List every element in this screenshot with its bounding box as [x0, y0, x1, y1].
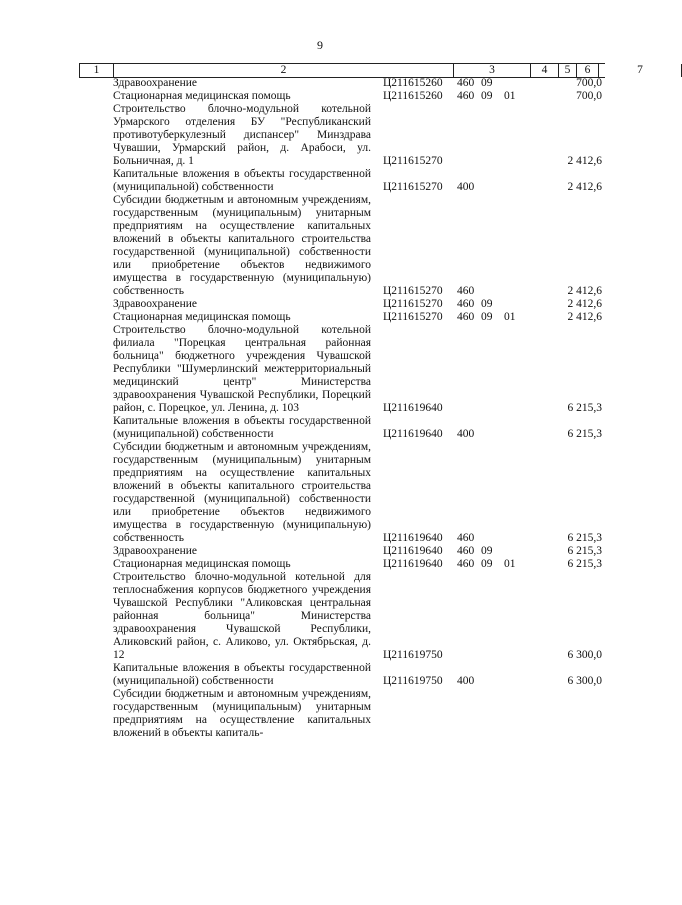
- table-header: [79, 63, 643, 78]
- row-col4: 460: [457, 298, 475, 310]
- row-col4: 460: [457, 532, 475, 544]
- table-row: [0, 558, 640, 571]
- table-row: [0, 77, 640, 90]
- header-col-6: 6: [576, 64, 598, 77]
- row-amount: 6 215,3: [567, 558, 602, 570]
- row-amount: 6 215,3: [567, 545, 602, 557]
- table-row: [0, 662, 640, 688]
- row-col5: 09: [481, 545, 493, 557]
- row-col4: 460: [457, 90, 475, 102]
- budget-table-body: [0, 77, 640, 740]
- table-row: [0, 571, 640, 662]
- table-row: [0, 168, 640, 194]
- header-col-1: 1: [79, 64, 113, 77]
- row-col4: 400: [457, 428, 475, 440]
- row-col4: 400: [457, 675, 475, 687]
- row-amount: 700,0: [576, 90, 602, 102]
- row-amount: 6 300,0: [567, 675, 602, 687]
- row-col4: 460: [457, 311, 475, 323]
- table-row: [0, 194, 640, 298]
- row-code: Ц211619640: [383, 532, 443, 544]
- row-col4: 460: [457, 558, 475, 570]
- row-name: Капитальные вложения в объекты государственной (муниципальной) собственности: [113, 415, 371, 440]
- table-row: [0, 298, 640, 311]
- row-col5: 09: [481, 298, 493, 310]
- row-amount: 6 215,3: [567, 532, 602, 544]
- row-code: Ц211615270: [383, 181, 443, 193]
- row-name: Строительство блочно-модульной котельной Урмарского отделения БУ "Республиканский противотуберкулезный диспансер" Минздрава Чувашии, Урмарский район, д. Арабоси, ул. Больничная, д. 1: [113, 103, 371, 167]
- table-row: [0, 441, 640, 545]
- row-code: Ц211615260: [383, 77, 443, 89]
- row-code: Ц211615270: [383, 298, 443, 310]
- row-name: Субсидии бюджетным и автономным учреждениям, государственным (муниципальным) унитарным предприятиям на осуществление капитальных вложений в объекты капиталь-: [113, 688, 371, 739]
- row-name: Субсидии бюджетным и автономным учреждениям, государственным (муниципальным) унитарным предприятиям на осуществление капитальных вложений в объекты капитального строительства государственной (муниципальной) собственности или приобретение объектов недвижимого имущества в государственную (муниципальную) собственность: [113, 441, 371, 544]
- row-name: Стационарная медицинская помощь: [113, 558, 291, 570]
- row-amount: 2 412,6: [567, 298, 602, 310]
- row-amount: 700,0: [576, 77, 602, 89]
- table-row: [0, 324, 640, 415]
- header-col-7: 7: [598, 64, 682, 77]
- row-code: Ц211619750: [383, 675, 443, 687]
- row-col5: 09: [481, 90, 493, 102]
- row-col6: 01: [504, 558, 516, 570]
- row-code: Ц211615260: [383, 90, 443, 102]
- row-amount: 6 215,3: [567, 428, 602, 440]
- row-name: Строительство блочно-модульной котельной филиала "Порецкая центральная районная больница" бюджетного учреждения Чувашской Республики "Шумерлинский межтерриториальный медицинский центр" Министерства здравоохранения Чувашской Республики, Порецкий район, с. Порецкое, ул. Ленина, д. 103: [113, 324, 371, 414]
- row-col4: 460: [457, 285, 475, 297]
- row-name: Здравоохранение: [113, 77, 198, 89]
- table-row: [0, 90, 640, 103]
- row-code: Ц211619640: [383, 428, 443, 440]
- row-col4: 460: [457, 545, 475, 557]
- row-amount: 2 412,6: [567, 155, 602, 167]
- row-name: Строительство блочно-модульной котельной для теплоснабжения корпусов бюджетного учреждения Чувашской Республики "Аликовская центральная районная больница" Министерства здравоохранения Чувашской Республики, Аликовский район, с. Аликово, ул. Октябрьская, д. 12: [113, 571, 371, 661]
- row-col5: 09: [481, 77, 493, 89]
- row-name: Капитальные вложения в объекты государственной (муниципальной) собственности: [113, 168, 371, 193]
- row-code: Ц211619750: [383, 649, 443, 661]
- row-name: Субсидии бюджетным и автономным учреждениям, государственным (муниципальным) унитарным предприятиям на осуществление капитальных вложений в объекты капитального строительства государственной (муниципальной) собственности или приобретение объектов недвижимого имущества в государственную (муниципальную) собственность: [113, 194, 371, 297]
- header-col-4: 4: [530, 64, 558, 77]
- row-code: Ц211619640: [383, 402, 443, 414]
- row-col4: 400: [457, 181, 475, 193]
- table-row: [0, 415, 640, 441]
- row-amount: 2 412,6: [567, 181, 602, 193]
- row-name: Капитальные вложения в объекты государственной (муниципальной) собственности: [113, 662, 371, 687]
- header-col-3: 3: [453, 64, 530, 77]
- row-name: Здравоохранение: [113, 298, 198, 310]
- row-amount: 6 215,3: [567, 402, 602, 414]
- row-col6: 01: [504, 90, 516, 102]
- row-col5: 09: [481, 311, 493, 323]
- table-row: [0, 545, 640, 558]
- row-col6: 01: [504, 311, 516, 323]
- row-code: Ц211619640: [383, 545, 443, 557]
- table-row: [0, 311, 640, 324]
- page-number: 9: [317, 38, 323, 52]
- header-col-5: 5: [558, 64, 576, 77]
- row-amount: 6 300,0: [567, 649, 602, 661]
- row-code: Ц211615270: [383, 285, 443, 297]
- row-name: Здравоохранение: [113, 545, 198, 557]
- row-code: Ц211615270: [383, 155, 443, 167]
- row-col5: 09: [481, 558, 493, 570]
- row-code: Ц211619640: [383, 558, 443, 570]
- row-amount: 2 412,6: [567, 285, 602, 297]
- row-amount: 2 412,6: [567, 311, 602, 323]
- row-name: Стационарная медицинская помощь: [113, 90, 291, 102]
- row-col4: 460: [457, 77, 475, 89]
- row-name: Стационарная медицинская помощь: [113, 311, 291, 323]
- row-code: Ц211615270: [383, 311, 443, 323]
- table-row: [0, 688, 640, 740]
- header-col-2: 2: [113, 64, 453, 77]
- table-row: [0, 103, 640, 168]
